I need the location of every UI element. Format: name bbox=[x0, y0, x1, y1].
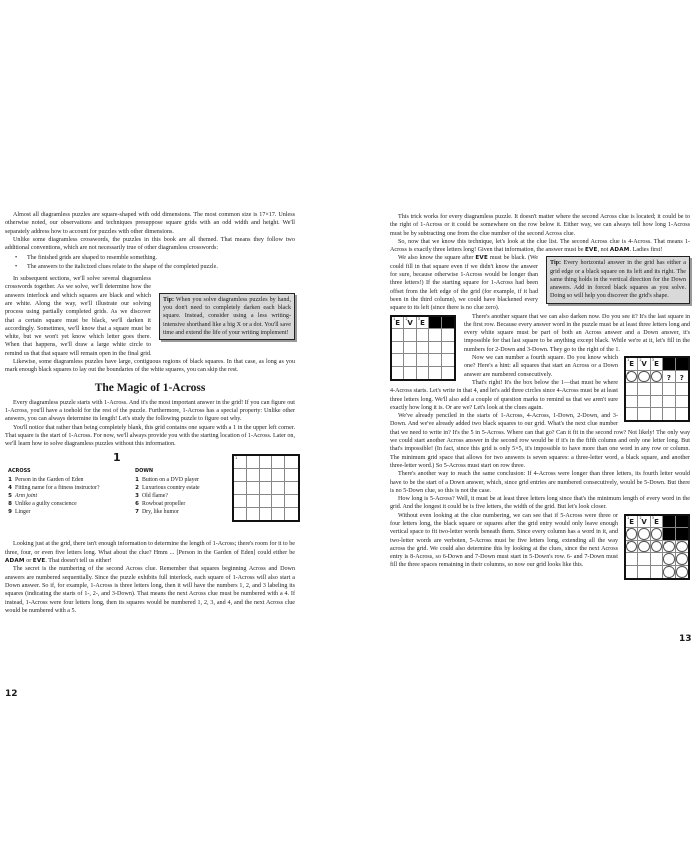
blank-puzzle-grid bbox=[232, 454, 300, 522]
grid-square bbox=[638, 566, 650, 578]
square-number: 2 bbox=[639, 515, 642, 520]
grid-square bbox=[676, 371, 688, 384]
secret-paragraph: The secret is the numbering of the second Across clue. Remember that squares beginning Across and Down answers are numbered sequentially. Since the puzzle exhibits full interlock, each square of 1-Across will also start a Down answer. So if, for example, 1-Across is three letters long, then it will have the numbers 1, 2, and 3 labeling its squares (indicating the starts of 1-, 2-, and 3-Down). That means the next Across clue must be numbered with a 4. If instead, 1-Across were four letters long, then its squares would be numbered 1, 2, 3, and 4, and the next Across clue would be numbered with a 5. bbox=[5, 566, 295, 614]
grid-square bbox=[663, 383, 675, 396]
grid-square bbox=[247, 508, 260, 520]
grid-square bbox=[442, 342, 454, 355]
bullet-item: • The finished grids are shaped to resemble something. bbox=[19, 254, 295, 262]
grid-square bbox=[247, 469, 260, 482]
puzzle-1 bbox=[5, 451, 295, 534]
clue-row: 7 Dry, like humor bbox=[135, 508, 179, 515]
grid-square bbox=[663, 566, 675, 578]
grid-square bbox=[651, 358, 663, 371]
white-circle-marker bbox=[663, 553, 674, 565]
grid-square bbox=[234, 508, 247, 520]
white-circle-marker bbox=[676, 566, 688, 578]
tip-box bbox=[546, 256, 690, 303]
grid-square bbox=[626, 528, 638, 541]
black-square bbox=[676, 528, 688, 541]
intro-paragraph-1: Almost all diagramless puzzles are square-shaped with odd dimensions. The most common size is 17×17. Unless otherwise noted, our observations and techniques presuppose square grids with an odd width and height. We'll separately address how to account for puzzles with other dimensions. bbox=[5, 212, 295, 235]
question-mark: ? bbox=[679, 373, 684, 382]
clue-row: 5 Arm joint bbox=[8, 492, 38, 499]
grid-square bbox=[285, 482, 298, 495]
bullet-item: • The answers to the italicized clues relate to the shape of the completed puzzle. bbox=[19, 263, 295, 271]
section-paragraph-2: You'll notice that rather than being completely blank, this grid contains one square with a 1 in the upper left corner. That square is the start of 1-Across. For now, we'll always provide you with the starting location of 1-Across. Later on, we'll learn how to solve diagramless puzzles without this information. bbox=[5, 424, 295, 448]
sonow-paragraph: So, now that we know this technique, let's look at the clue list. The second Across clue is 4-Across. That means 1-Across is exactly three letters long! Given that information, the answer must be EVE, not ADAM. Ladies first! bbox=[390, 238, 690, 254]
clue-row: 1 Button on a DVD player bbox=[135, 476, 199, 483]
alsoknow-paragraph: We also know the square after EVE must be black. (We could fill in that square even if we didn't know the answer for sure, because otherwise 1-Across would be longer than three letters!) If the starting square for 1-Across had been offset from the left edge of the grid (for example, if it had been in the third column), we could have blackened every square to its left (since there is no clue zero). bbox=[390, 255, 538, 312]
white-circle-marker bbox=[676, 553, 688, 565]
section-title: The Magic of 1-Across bbox=[94, 381, 206, 394]
fourth-square-paragraph: Now we can number a fourth square. Do you know which one? Here's a hint: all squares that start an Across or a Down answer are numbered consecutively. bbox=[464, 355, 618, 378]
grid-square bbox=[663, 541, 675, 554]
grid-square bbox=[429, 329, 441, 342]
square-letter: E bbox=[629, 517, 635, 526]
grid-square bbox=[285, 456, 298, 469]
grid-square bbox=[417, 354, 429, 367]
grid-square bbox=[651, 541, 663, 554]
square-number: 4 bbox=[627, 528, 630, 533]
without-looking-paragraph: Without even looking at the clue numbering, we can see that if 5-Across were three or four letters long, the black square or squares after the grid entry would only leave enough vertical space to fit two-letter words beneath them. Since every column has a word in it, and two-letter words are verboten, 5-Across must be five letters long, extending all the way across the grid. We could also determine this by looking at the clues, since the next Across entry is 8-Across, so 6-Down and 7-Down must start in 5-Down's row. 6- and 7-Down must fill the three spaces remaining in their columns, so now our grid looks like this. bbox=[390, 512, 618, 569]
grid-square bbox=[663, 553, 675, 566]
grid-square bbox=[247, 482, 260, 495]
black-square bbox=[676, 516, 688, 529]
grid-square bbox=[404, 342, 416, 355]
grid-square bbox=[260, 508, 273, 520]
grid-square bbox=[676, 553, 688, 566]
clue-row: 2 Luxurious country estate bbox=[135, 484, 200, 491]
square-letter: E bbox=[654, 517, 659, 526]
grid-square bbox=[392, 354, 404, 367]
square-number: 1 bbox=[235, 456, 238, 461]
white-circle-marker bbox=[651, 371, 662, 383]
grid-eve-with-black-squares bbox=[390, 315, 456, 381]
square-letter: V bbox=[641, 360, 647, 369]
black-square bbox=[663, 516, 675, 529]
grid-square bbox=[272, 495, 285, 508]
grid-square bbox=[234, 495, 247, 508]
tip-label: Tip: bbox=[550, 260, 562, 267]
tip-text: Every horizontal answer in the grid has either a grid edge or a black square on its left and its right. The same thing holds in the vertical direction for the Down answers. Add in forced black squares as you solve. Doing so will help you discover the grid's shape. bbox=[550, 260, 686, 300]
grid-square bbox=[272, 482, 285, 495]
square-letter: E bbox=[420, 318, 425, 327]
grid-square bbox=[260, 456, 273, 469]
square-number: 3 bbox=[417, 316, 421, 321]
penciled-paragraph: We've already penciled in the starts of 1-Across, 4-Across, 1-Down, 2-Down, and 3-Down. And we've already added two black squares to our grid. What's the next clue number that we need to write in? It's the 5 in 5-Across. Where can that go? Can it fit in the second row? Not likely! The only way we could start another Across answer in the second row would be if it's in the fifth column and only one letter long. But that's impossible! (In fact, since this grid is only 5×5, it's impossible to have more than one word in any row or column. The minimum grid space that allows for two answers is seven squares: a three-letter word, a black square, and another three-letter word.) So 5-Across must start on row three. bbox=[390, 413, 690, 469]
grid-square bbox=[272, 456, 285, 469]
conventions-list bbox=[5, 254, 295, 271]
grid-square bbox=[260, 469, 273, 482]
clue-row: 4 Fitting name for a fitness instructor? bbox=[8, 484, 100, 491]
white-circle-marker bbox=[638, 371, 649, 383]
intro-paragraph-2: Unlike some diagramless crosswords, the puzzles in this book are all themed. That means they follow two additional conventions, which are not necessarily true of other diagramless crosswords: bbox=[5, 236, 295, 252]
grid-square bbox=[285, 469, 298, 482]
right-page-text bbox=[390, 213, 690, 582]
answer-eve: EVE bbox=[584, 247, 598, 254]
grid-square bbox=[247, 495, 260, 508]
white-circle-marker bbox=[663, 566, 674, 578]
page-number-left: 12 bbox=[5, 689, 18, 699]
grid-square bbox=[247, 456, 260, 469]
grid-square bbox=[651, 396, 663, 409]
question-mark: ? bbox=[666, 373, 671, 382]
grid-square bbox=[651, 528, 663, 541]
grid-square bbox=[626, 553, 638, 566]
grid-square bbox=[638, 553, 650, 566]
grid-square bbox=[626, 516, 638, 529]
grid-square bbox=[663, 408, 675, 420]
tip-box bbox=[159, 293, 295, 340]
grid-square bbox=[417, 342, 429, 355]
another-square-paragraph: There's another square that we can also darken now. Do you see it? It's the last square in the first row. Because every answer word in the puzzle must be at least three letters long and every white square must be part of both an Across answer and a Down answer, it's impossible for that last square to be anything except black. While we're at it, let's fill in the numbers for 2-Down and 3-Down. They go to the right of the 1. bbox=[464, 313, 690, 353]
white-circle-marker bbox=[638, 541, 649, 553]
clue-row: 8 Unlike a guilty conscience bbox=[8, 500, 77, 507]
grid-square bbox=[429, 354, 441, 367]
square-letter: V bbox=[641, 517, 647, 526]
grid-square bbox=[626, 383, 638, 396]
grid-square bbox=[638, 408, 650, 420]
black-square bbox=[663, 528, 675, 541]
clue-row: 9 Linger bbox=[8, 508, 31, 515]
grid-square bbox=[651, 371, 663, 384]
grid-square bbox=[392, 329, 404, 342]
subsequent-paragraph: In subsequent sections, we'll solve several diagramless crosswords together. As we solve, we'll determine how the answers interlock and which squares are black and which are white. Along the way, we'll illustrate our solving process using partially completed grids. As we discover that a certain square must be black, we'll darken it accordingly. Sometimes, we'll know that a square must be white, but we won't yet know which letter goes there. When that happens, we'll draw a large white circle to remind us that that square will remain open in the final grid. bbox=[5, 276, 152, 357]
grid-square bbox=[638, 358, 650, 371]
square-letter: V bbox=[407, 318, 413, 327]
square-number: 3 bbox=[651, 358, 655, 363]
grid-square bbox=[676, 408, 688, 420]
grid-square bbox=[404, 329, 416, 342]
square-number: 1 bbox=[627, 515, 630, 520]
grid-square bbox=[638, 383, 650, 396]
grid-square bbox=[442, 367, 454, 379]
section-paragraph-1: Every diagramless puzzle starts with 1-Across. And it's the most important answer in the grid! If you can figure out 1-Across, you'll have a toehold for the rest of the puzzle. Furthermore, 1-Across has a special property: Unlike other answers, you can always determine its length! Let's study the following puzzle to figure out why. bbox=[5, 399, 295, 423]
grid-square bbox=[442, 329, 454, 342]
grid-square bbox=[260, 482, 273, 495]
grid-square bbox=[626, 408, 638, 420]
grid-square bbox=[626, 358, 638, 371]
grid-square bbox=[626, 566, 638, 578]
grid-square bbox=[442, 354, 454, 367]
grid-square bbox=[285, 495, 298, 508]
square-number: 1 bbox=[627, 358, 630, 363]
grid-square bbox=[676, 566, 688, 578]
answer-adam: ADAM bbox=[5, 558, 25, 565]
tip-text: When you solve diagramless puzzles by hand, you don't need to completely darken each black square. Instead, consider using a less writing-intensive shorthand like a big X or a dot. You'll save time and extend the life of your writing implement! bbox=[163, 297, 291, 336]
grid-square bbox=[638, 541, 650, 554]
tip-label: Tip: bbox=[163, 297, 175, 304]
grid-square bbox=[392, 342, 404, 355]
grid-square bbox=[392, 367, 404, 379]
another-way-paragraph: There's another way to reach the same conclusion: If 4-Across were longer than three letters, its fourth letter would have to be the start of a Down answer, which, since grid entries are numbered consecutively, would be 5-Down. But there is no 5-Down clue, so this is not the case. bbox=[390, 471, 690, 494]
grid-square bbox=[626, 371, 638, 384]
grid-square bbox=[404, 354, 416, 367]
grid-square bbox=[651, 516, 663, 529]
grid-five-across-filled bbox=[624, 514, 690, 580]
square-number: 7 bbox=[676, 540, 679, 545]
grid-square bbox=[626, 396, 638, 409]
grid-square bbox=[417, 329, 429, 342]
down-clues bbox=[132, 467, 200, 516]
square-number: 3 bbox=[651, 515, 655, 520]
clue-row: 1 Person in the Garden of Eden bbox=[8, 476, 84, 483]
square-letter: E bbox=[395, 318, 401, 327]
black-square bbox=[663, 358, 675, 371]
grid-square bbox=[417, 367, 429, 379]
page-number-right: 13 bbox=[679, 634, 692, 644]
puzzle-number: 1 bbox=[113, 451, 121, 465]
square-letter: E bbox=[629, 360, 635, 369]
grid-square bbox=[651, 408, 663, 420]
white-circle-marker bbox=[638, 528, 649, 540]
looking-paragraph: Looking just at the grid, there isn't enough information to determine the length of 1-Across; there's room for it to be three, four, or even five letters long. What about the clue? Hmm ... [Person in the Garden of Eden] could either be ADAM or EVE. That doesn't tell us either! bbox=[5, 541, 295, 565]
grid-square bbox=[404, 317, 416, 330]
grid-square bbox=[234, 456, 247, 469]
grid-square bbox=[234, 469, 247, 482]
grid-square bbox=[392, 317, 404, 330]
grid-four-across-circles bbox=[624, 356, 690, 422]
clue-row: 6 Rowboat propeller bbox=[135, 500, 186, 507]
square-number: 2 bbox=[639, 358, 642, 363]
grid-square bbox=[676, 383, 688, 396]
black-square bbox=[429, 317, 441, 330]
square-letter: E bbox=[654, 360, 659, 369]
thats-right-paragraph: That's right! It's the box below the 1—that must be where 4-Across starts. Let's write in that 4, and let's add three circles since 4-Across must be at least three letters long. We'll also add a couple of question marks to remind us that we aren't sure exactly how long it is. Or are we? Let's look at the clues again. bbox=[390, 379, 618, 411]
grid-square bbox=[638, 528, 650, 541]
black-square bbox=[442, 317, 454, 330]
white-circle-marker bbox=[651, 541, 662, 553]
down-header: DOWN bbox=[135, 468, 154, 475]
grid-square bbox=[285, 508, 298, 520]
black-square bbox=[676, 358, 688, 371]
grid-square bbox=[429, 367, 441, 379]
grid-square bbox=[676, 396, 688, 409]
right-page bbox=[350, 0, 700, 855]
grid-square bbox=[663, 396, 675, 409]
grid-square bbox=[417, 317, 429, 330]
grid-square bbox=[651, 566, 663, 578]
grid-square bbox=[651, 383, 663, 396]
grid-square bbox=[234, 482, 247, 495]
likewise-paragraph: Likewise, some diagramless puzzles have large, contiguous regions of black squares. In that case, as long as you mark enough black squares to lay out the boundaries of the white squares, you can skip the rest. bbox=[5, 359, 295, 374]
grid-square bbox=[272, 508, 285, 520]
answer-eve: EVE bbox=[475, 255, 488, 262]
square-number: 2 bbox=[405, 316, 408, 321]
grid-square bbox=[272, 469, 285, 482]
answer-eve: EVE bbox=[32, 558, 46, 565]
grid-square bbox=[676, 541, 688, 554]
square-number: 4 bbox=[627, 370, 630, 375]
square-number: 6 bbox=[664, 540, 667, 545]
white-circle-marker bbox=[651, 528, 662, 540]
grid-square bbox=[651, 553, 663, 566]
grid-square bbox=[404, 367, 416, 379]
square-number: 5 bbox=[627, 540, 630, 545]
grid-square bbox=[638, 396, 650, 409]
grid-square bbox=[626, 541, 638, 554]
grid-square bbox=[429, 342, 441, 355]
grid-square bbox=[638, 516, 650, 529]
across-clues bbox=[5, 467, 100, 516]
how-long-paragraph: How long is 5-Across? Well, it must be at least three letters long since that's the minimum length of every word in the grid. And the longest it could be is five letters, the width of the grid. But let's look closer. bbox=[390, 496, 690, 511]
grid-square bbox=[638, 371, 650, 384]
clue-row: 3 Old flame? bbox=[135, 492, 168, 499]
left-page-text bbox=[5, 211, 295, 615]
answer-adam: ADAM bbox=[609, 247, 630, 254]
across-header: ACROSS bbox=[8, 468, 31, 475]
grid-square bbox=[260, 495, 273, 508]
square-number: 1 bbox=[393, 316, 396, 321]
trick-paragraph: This trick works for every diagramless puzzle. It doesn't matter where the second Across clue is located; it could be to the right of 1-Across or it could be somewhere on the row below it. Either way, we can always tell how long 1-Across must be by subtracting one from the clue number of the second Across clue. bbox=[390, 214, 690, 237]
grid-square bbox=[663, 371, 675, 384]
